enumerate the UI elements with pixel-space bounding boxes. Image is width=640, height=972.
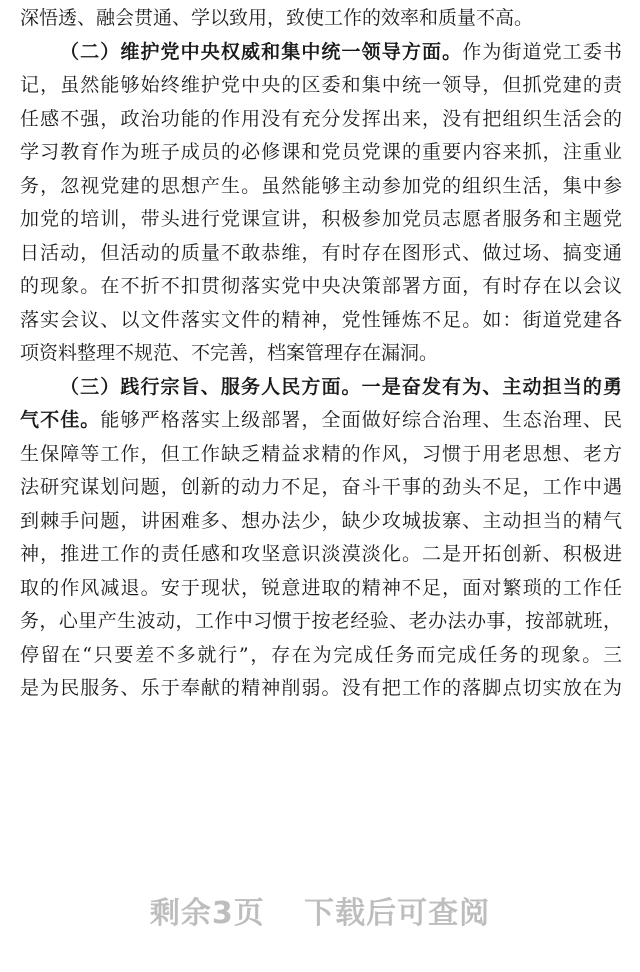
line-text: 日活动，但活动的质量不敢恭维，有时存在图形式、做过场、搞变通 [20, 241, 622, 264]
line-text: 项资料整理不规范、不完善，档案管理存在漏洞。 [20, 342, 439, 364]
text-line [20, 69, 622, 103]
text-line [20, 471, 622, 505]
line-text: 生保障等工作，但工作缺乏精益求精的作风，习惯于用老思想、老方 [20, 442, 622, 465]
line-text: 务，心里产生波动，工作中习惯于按老经验、老办法办事，按部就班， [20, 610, 622, 632]
line-text: 作为街道党工委书 [462, 40, 622, 63]
line-text: 加党的培训，带头进行党课宣讲，积极参加党员志愿者服务和主题党 [20, 208, 622, 230]
remaining-pages-label: 剩余3页 [149, 896, 265, 931]
line-text: 是为民服务、乐于奉献的精神削弱。没有把工作的落脚点切实放在为 [20, 677, 622, 699]
text-line [20, 2, 622, 36]
text-line [20, 505, 622, 539]
text-line [20, 404, 622, 438]
text-line [20, 538, 622, 572]
text-line [20, 337, 622, 371]
line-text: 学习教育作为班子成员的必修课和党员党课的重要内容来抓，注重业 [20, 141, 622, 163]
download-notice [0, 888, 640, 932]
text-line [20, 672, 622, 706]
line-text: 能够严格落实上级部署，全面做好综合治理、生态治理、民 [100, 409, 622, 431]
line-text: 深悟透、融会贯通、学以致用，致使工作的效率和质量不高。 [20, 7, 534, 29]
line-text: 法研究谋划问题，创新的动力不足，奋斗干事的劲头不足，工作中遇 [20, 476, 622, 498]
text-line [20, 639, 622, 673]
line-text: 停留在“只要差不多就行”，存在为完成任务而完成任务的现象。三 [20, 643, 622, 666]
section-heading: （三）践行宗旨、服务人民方面。一是奋发有为、主动担当的勇 [60, 375, 622, 398]
text-line [20, 170, 622, 204]
line-text: 神，推进工作的责任感和攻坚意识淡漠淡化。二是开拓创新、积极进 [20, 543, 622, 565]
document-body [20, 2, 622, 706]
download-to-view-label: 下载后可查阅 [304, 896, 491, 931]
text-line [20, 572, 622, 606]
text-line [20, 136, 622, 170]
text-line [20, 237, 622, 271]
line-text: 的现象。在不折不扣贯彻落实党中央决策部署方面，有时存在以会议 [20, 275, 622, 297]
text-line [20, 304, 622, 338]
text-line [20, 438, 622, 472]
line-text: 记，虽然能够始终维护党中央的区委和集中统一领导，但抓党建的责 [20, 74, 622, 96]
line-text: 务，忽视党建的思想产生。虽然能够主动参加党的组织生活，集中参 [20, 174, 622, 197]
line-text: 任感不强，政治功能的作用没有充分发挥出来，没有把组织生活会的 [20, 107, 622, 130]
section-heading: 气不佳。 [20, 409, 101, 431]
text-line [20, 270, 622, 304]
line-text: 落实会议、以文件落实文件的精神，党性锤炼不足。如：街道党建各 [20, 308, 622, 331]
section-heading: （二）维护党中央权威和集中统一领导方面。 [60, 40, 463, 63]
text-line [20, 605, 622, 639]
line-text: 取的作风减退。安于现状，锐意进取的精神不足，面对繁琐的工作任 [20, 576, 622, 599]
line-text: 到棘手问题，讲困难多、想办法少，缺少攻城拔寨、主动担当的精气 [20, 509, 622, 532]
text-line [20, 203, 622, 237]
text-line [20, 36, 622, 70]
text-line [20, 103, 622, 137]
text-line [20, 371, 622, 405]
